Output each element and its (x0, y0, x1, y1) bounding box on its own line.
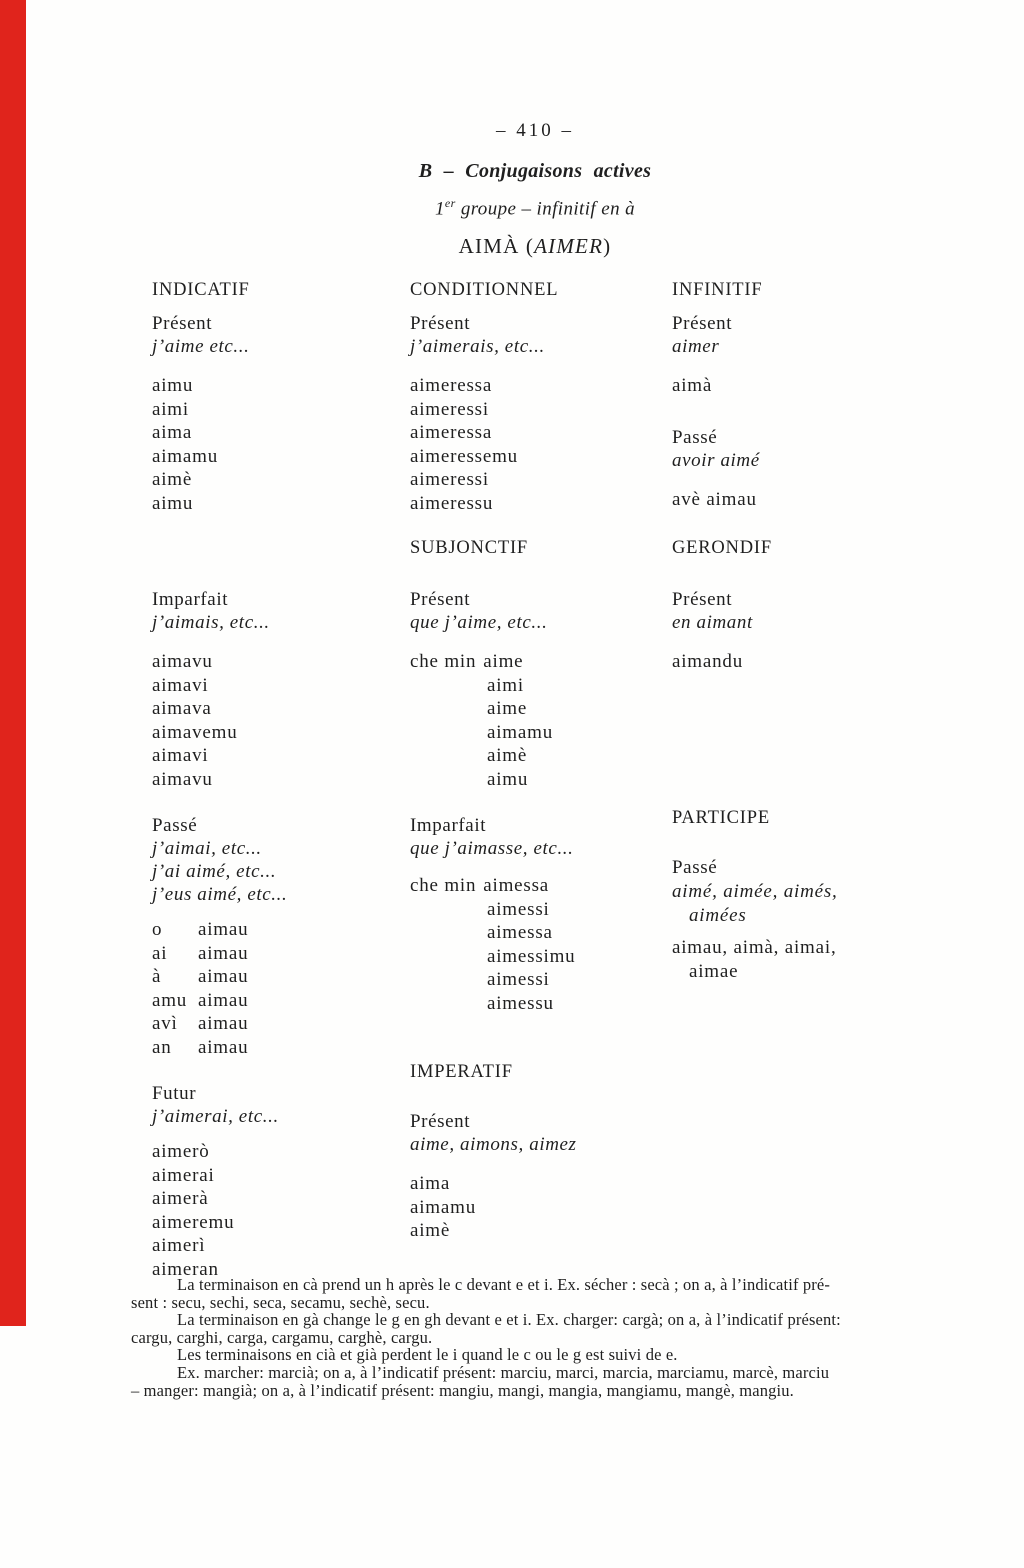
verb-form: aimau (198, 919, 249, 940)
imperatif-present-heading (410, 1110, 577, 1156)
tense-example: j’aime etc... (152, 336, 250, 357)
group-number-suffix: er (444, 196, 456, 210)
verb-form: aimeressi (410, 398, 489, 420)
verb-form-line: aimae (689, 960, 739, 982)
verb-form-line (410, 874, 575, 898)
verb-form: aimeremu (152, 1211, 235, 1233)
verb-form-line (410, 650, 553, 674)
tense-label: Passé (152, 815, 198, 836)
column-header-conditionnel: CONDITIONNEL (410, 280, 559, 300)
verb-form: aimamu (487, 721, 554, 743)
tense-example: j’aimerai, etc... (152, 1106, 279, 1127)
indicatif-present-forms (152, 374, 218, 515)
tense-example: j’eus aimé, etc... (152, 884, 288, 905)
tense-label: Passé (672, 427, 718, 448)
tense-example: en aimant (672, 612, 753, 633)
tense-example-line: aimé, aimée, aimés, (672, 881, 838, 902)
verb-form-line: aimau, aimà, aimai, (672, 937, 837, 958)
verb-form: aimessimu (487, 945, 576, 967)
verb-form: aimè (487, 745, 528, 766)
footnotes (131, 1276, 961, 1399)
verb-heading (152, 234, 918, 259)
tense-example: j’aimerais, etc... (410, 336, 545, 357)
infinitif-passe-heading (672, 426, 760, 472)
verb-form-line (152, 1012, 248, 1036)
footnote-line: cargu, carghi, carga, cargamu, carghè, cargu. (131, 1327, 433, 1347)
verb-form: aimessa (483, 875, 550, 896)
verb-form: aimava (152, 698, 212, 719)
verb-form: aimu (152, 492, 194, 514)
verb-form: aimu (152, 375, 194, 396)
verb-form: aimu (487, 768, 529, 790)
section-title: B – Conjugaisons actives (418, 160, 652, 182)
verb-form: aimavi (152, 674, 209, 696)
verb-form: aimi (487, 674, 524, 696)
group-subtitle-text: groupe – infinitif en à (455, 198, 636, 220)
gerondif-present-form: aimandu (672, 651, 744, 672)
auxiliary: an (152, 1036, 172, 1058)
participe-passe-example (672, 880, 838, 927)
verb-form: aimi (152, 398, 189, 420)
verb-form: aimè (410, 1220, 451, 1241)
verb-form: aima (410, 1173, 451, 1194)
tense-label: Imparfait (410, 815, 487, 836)
imperatif-present-forms (410, 1172, 476, 1243)
verb-heading-close: ) (603, 234, 612, 258)
verb-form-line (152, 1036, 248, 1060)
tense-label: Futur (152, 1083, 197, 1104)
verb-form: aimerà (152, 1188, 209, 1209)
auxiliary: ai (152, 942, 168, 964)
infinitif-present-heading (672, 312, 732, 358)
verb-form: aimessa (487, 922, 553, 943)
subjonctif-present-heading (410, 588, 547, 634)
participe-passe-forms (672, 936, 837, 983)
tense-example-line: aimées (689, 904, 747, 926)
verb-form-line (152, 918, 248, 942)
column-header-participe: PARTICIPE (672, 808, 770, 828)
verb-form: aimeressa (410, 422, 493, 443)
group-subtitle (152, 196, 918, 220)
tense-example: que j’aimasse, etc... (410, 838, 574, 859)
footnote-line: Les terminaisons en cià et già perdent le i quand le c ou le g est suivi de e. (177, 1345, 678, 1365)
infinitif-passe-form: avè aimau (672, 489, 757, 510)
column-header-gerondif: GERONDIF (672, 538, 772, 558)
verb-form: aimau (198, 942, 249, 964)
particle: che min (410, 651, 477, 672)
footnote-line: sent : secu, sechi, seca, secamu, sechè, secu. (131, 1292, 430, 1312)
tense-label: Imparfait (152, 589, 229, 610)
column-header-imperatif: IMPERATIF (410, 1062, 513, 1082)
verb-form: aimeran (152, 1258, 219, 1280)
tense-label: Présent (672, 313, 733, 334)
verb-form: aimavi (152, 745, 209, 766)
verb-form: aimerì (152, 1235, 206, 1256)
tense-label: Présent (410, 1111, 471, 1132)
column-header-infinitif: INFINITIF (672, 280, 763, 300)
auxiliary: à (152, 966, 162, 987)
verb-form: aimeressu (410, 492, 494, 514)
verb-form: aimeressa (410, 375, 493, 396)
participe-passe-label: Passé (672, 857, 718, 878)
verb-form: aimessi (487, 969, 550, 990)
conditionnel-present-forms (410, 374, 518, 515)
verb-form: aimessi (487, 898, 550, 920)
conditionnel-present-heading (410, 312, 545, 358)
gerondif-present-heading (672, 588, 753, 634)
verb-form: aimavu (152, 768, 213, 790)
subjonctif-imparfait-heading (410, 814, 574, 860)
red-edge-strip (0, 0, 26, 1326)
verb-form: aimerò (152, 1141, 210, 1162)
indicatif-imparfait-forms (152, 650, 238, 791)
particle: che min (410, 875, 477, 896)
tense-example: j’aimais, etc... (152, 612, 270, 633)
verb-form: aimerai (152, 1164, 215, 1186)
column-header-subjonctif: SUBJONCTIF (410, 538, 528, 558)
tense-label: Présent (410, 313, 471, 334)
subjonctif-imparfait-forms (410, 874, 575, 1015)
verb-form: aimau (198, 966, 249, 987)
verb-corsican: AIMÀ ( (458, 234, 535, 258)
verb-form-line (152, 989, 248, 1013)
indicatif-present-heading (152, 312, 249, 358)
verb-form: aimeressi (410, 469, 489, 490)
tense-example: j’aimai, etc... (152, 838, 262, 859)
tense-example: j’ai aimé, etc... (152, 861, 277, 882)
verb-form-line (152, 942, 248, 966)
auxiliary: o (152, 919, 163, 940)
tense-example: que j’aime, etc... (410, 612, 548, 633)
indicatif-imparfait-heading (152, 588, 270, 634)
footnote-line: – manger: mangià; on a, à l’indicatif présent: mangiu, mangi, mangia, mangiamu, mangè, mangiu. (131, 1380, 794, 1400)
indicatif-passe-heading (152, 814, 287, 906)
footnote-line: La terminaison en cà prend un h après le c devant e et i. Ex. sécher : secà ; on a, à l’indicatif pré- (177, 1275, 831, 1294)
tense-label: Présent (410, 589, 471, 610)
verb-form: aimamu (152, 445, 219, 467)
indicatif-futur-forms (152, 1140, 234, 1281)
verb-form: aimessu (487, 992, 554, 1014)
verb-form-line (152, 965, 248, 989)
tense-example: avoir aimé (672, 450, 760, 471)
tense-label: Présent (672, 589, 733, 610)
indicatif-passe-forms (152, 918, 248, 1059)
auxiliary: amu (152, 989, 188, 1011)
verb-form: aimau (198, 1013, 249, 1034)
indicatif-futur-heading (152, 1082, 279, 1128)
auxiliary: avì (152, 1013, 178, 1034)
verb-form: aimavu (152, 651, 213, 672)
verb-form: aimavemu (152, 721, 238, 743)
page-number: – 410 – (496, 120, 574, 141)
footnote-line: Ex. marcher: marcià; on a, à l’indicatif présent: marciu, marci, marcia, marciamu, marcè, marciu (177, 1362, 830, 1382)
infinitif-present-form: aimà (672, 375, 713, 396)
column-header-indicatif: INDICATIF (152, 280, 250, 300)
verb-form: aimau (198, 1036, 249, 1058)
verb-form: aimè (152, 469, 193, 490)
verb-form: aime (487, 698, 528, 719)
subjonctif-present-forms (410, 650, 553, 791)
verb-french: AIMER (534, 234, 604, 258)
tense-label: Présent (152, 313, 213, 334)
verb-form: aima (152, 422, 193, 443)
tense-example: aime, aimons, aimez (410, 1134, 577, 1155)
tense-example: aimer (672, 336, 720, 357)
verb-form: aimamu (410, 1196, 477, 1218)
verb-form: aimeressemu (410, 445, 518, 467)
group-number: 1 (434, 198, 445, 220)
verb-form: aime (483, 651, 524, 672)
footnote-line: La terminaison en gà change le g en gh devant e et i. Ex. charger: cargà; on a, à l’indicatif présent: (177, 1310, 841, 1330)
verb-form: aimau (198, 989, 249, 1011)
